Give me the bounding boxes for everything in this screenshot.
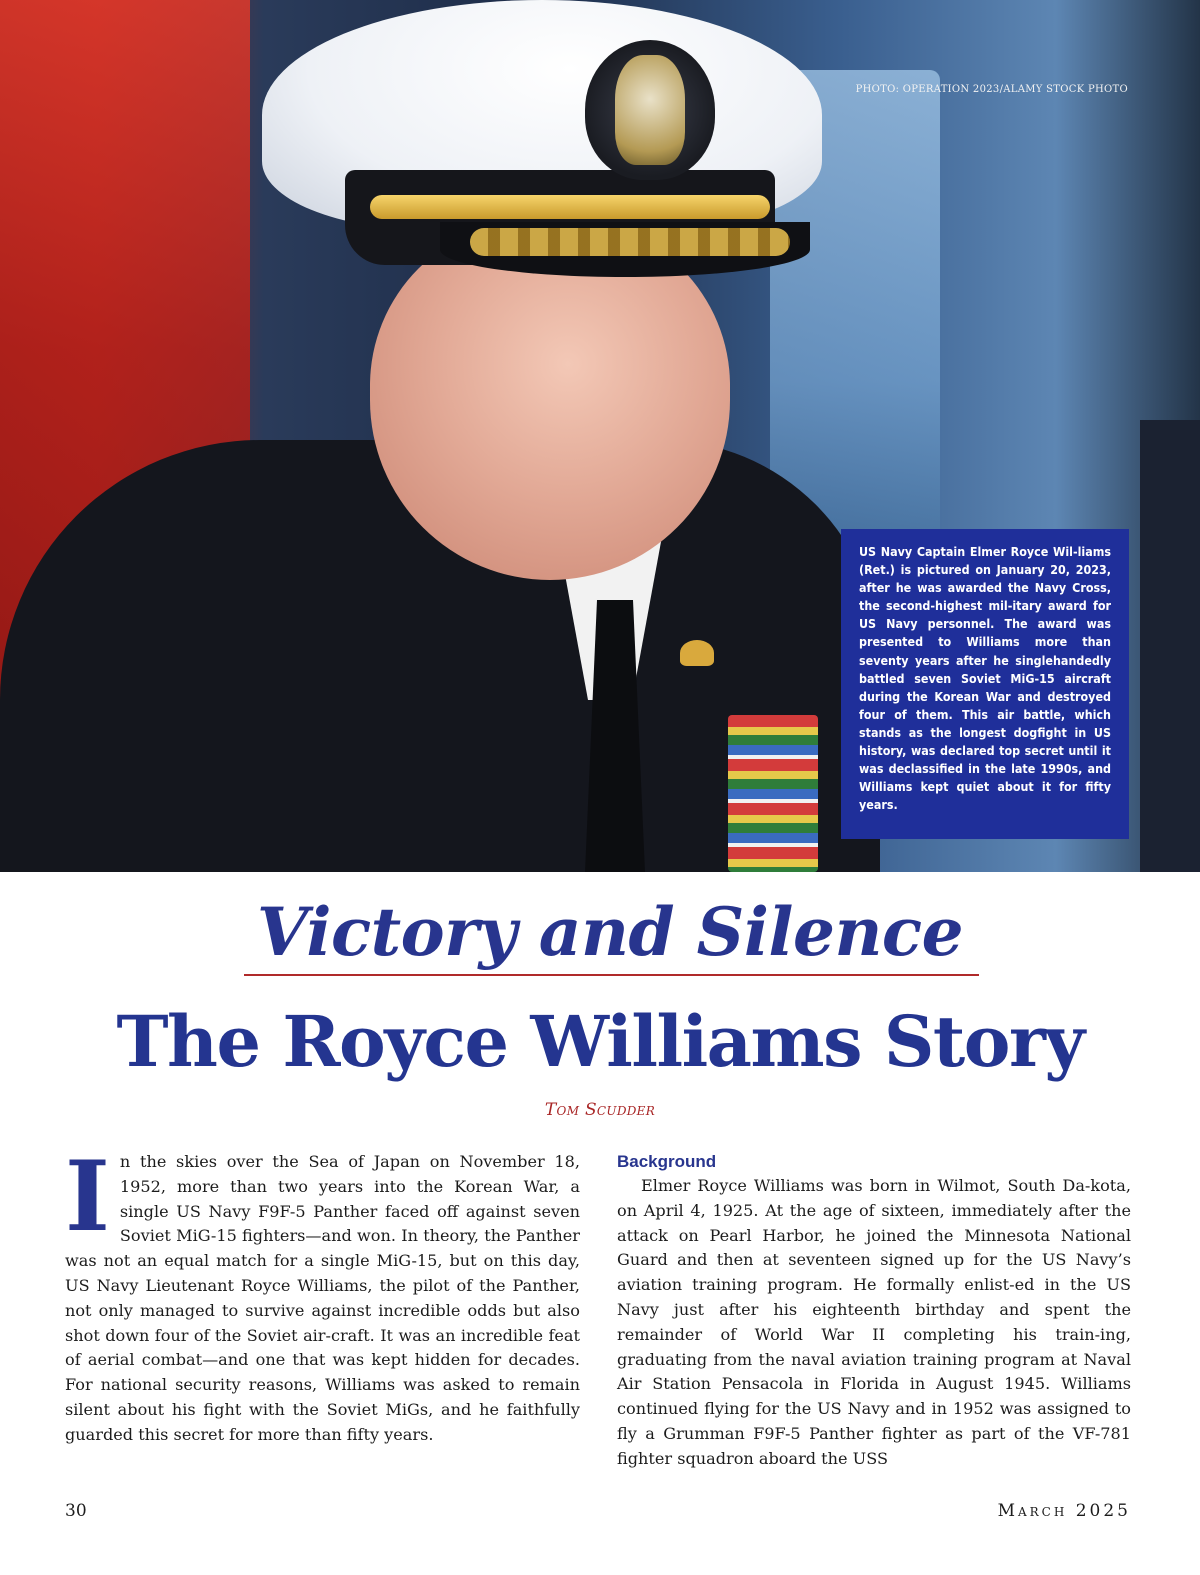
article-kicker: Victory and Silence — [256, 893, 964, 971]
photo-credit: PHOTO: OPERATION 2023/ALAMY STOCK PHOTO — [855, 84, 1128, 95]
issue-date: March 2025 — [997, 1501, 1131, 1521]
photo-caption: US Navy Captain Elmer Royce Wil-liams (Ret.) is pictured on January 20, 2023, after he was awarded the Navy Cross, the second-highest mil-itary award for US Navy personnel. The award was presented to Williams more than seventy years after he singlehandedly battled seven Soviet MiG-15 aircraft during the Korean War and destroyed four of them. This air battle, which stands as the longest dogfight in US history, was declared top secret until it was declassified in the late 1990s, and Williams kept quiet about it for fifty years. — [859, 544, 1111, 813]
photo-caption-box — [841, 529, 1129, 839]
drop-cap: I — [65, 1140, 110, 1253]
section-heading: Background — [617, 1152, 717, 1171]
page-number: 30 — [65, 1501, 87, 1521]
background-paragraph: Elmer Royce Williams was born in Wilmot, South Da-kota, on April 4, 1925. At the age of sixteen, immediately after the attack on Pearl Harbor, he joined the Minnesota National Guard and then at seventeen signed up for the US Navy’s aviation training program. He formally enlist-ed in the US Navy just after his eighteenth birthday and spent the remainder of World War II completing his train-ing, graduating from the naval aviation training program at Naval Air Station Pensacola in Florida in August 1945. Williams continued flying for the US Navy and in 1952 was assigned to fly a Grumman F9F-5 Panther fighter as part of the VF-781 fighter squadron aboard the USS — [617, 1176, 1131, 1468]
medal-ribbons — [728, 715, 818, 872]
cap-oak-leaves — [470, 228, 790, 256]
eagle-emblem-icon — [615, 55, 685, 165]
wings-pin-icon — [680, 640, 714, 666]
column-left — [65, 1140, 580, 1448]
photo-shadow — [1140, 420, 1200, 872]
article-title: The Royce Williams Story — [116, 1000, 1084, 1083]
byline: Tom Scudder — [544, 1100, 656, 1120]
kicker-rule — [244, 974, 979, 976]
intro-paragraph: n the skies over the Sea of Japan on November 18, 1952, more than two years into the Korean War, a single US Navy F9F-5 Panther faced off against seven Soviet MiG-15 fighters—and won. In theory, the Panther was not an equal match for a single MiG-15, but on this day, US Navy Lieutenant Royce Williams, the pilot of the Panther, not only managed to survive against incredible odds but also shot down four of the Soviet air-craft. It was an incredible feat of aerial combat—and one that was kept hidden for decades. For national security reasons, Williams was asked to remain silent about his fight with the Soviet MiGs, and he faithfully guarded this secret for more than fifty years. — [65, 1152, 580, 1444]
cap-chin-cord — [370, 195, 770, 219]
column-right — [617, 1150, 1131, 1472]
kicker-wrap — [240, 892, 980, 982]
